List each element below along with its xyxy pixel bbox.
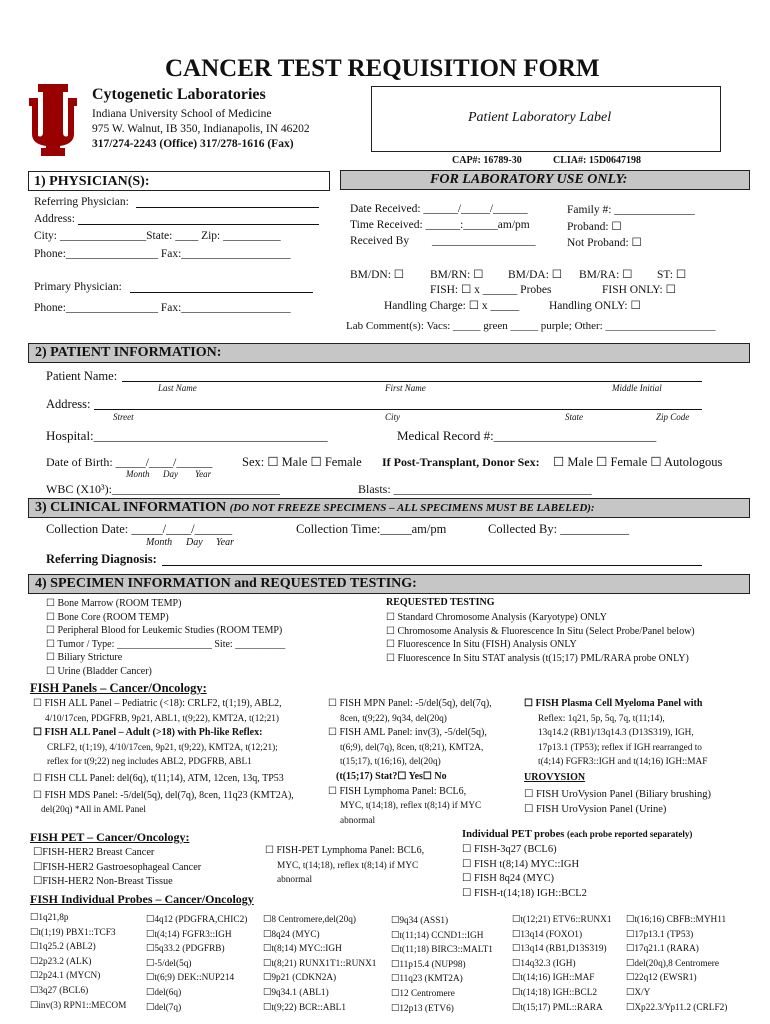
collection-date-field[interactable]: Collection Date: _____/____/______ bbox=[46, 522, 233, 536]
sex-checkboxes[interactable]: Sex: ☐ Male ☐ Female bbox=[242, 455, 362, 469]
specimen-bone-core[interactable]: ☐ Bone Core (ROOM TEMP) bbox=[46, 611, 169, 623]
lab-phone: 317/274-2243 (Office) 317/278-1616 (Fax) bbox=[92, 138, 294, 150]
medical-record-field[interactable]: Medical Record #:_________________________ bbox=[397, 428, 657, 443]
probe-item[interactable]: ☐8q24 (MYC) bbox=[263, 929, 320, 940]
fish-all-pediatric[interactable]: ☐ FISH ALL Panel – Pediatric (<18): CRLF2, t(1;19), ABL2, bbox=[33, 698, 282, 709]
patient-info-heading: 2) PATIENT INFORMATION: bbox=[28, 343, 750, 363]
donor-sex-label: If Post-Transplant, Donor Sex: bbox=[382, 455, 540, 469]
street-caption: Street bbox=[113, 412, 134, 422]
probe-item[interactable]: ☐22q12 (EWSR1) bbox=[626, 973, 697, 984]
bmrn-checkbox[interactable]: BM/RN: ☐ bbox=[430, 269, 484, 281]
fish-panels-col2: ☐ FISH MPN Panel: -5/del(5q), del(7q), 8cen, t(9;22), 9q34, del(20q) ☐ FISH AML Panel: inv(3), -5/del(5q), t(6;9), del(7q), 8cen, t(8;21), KMT2A, t(15;17), t(16;16), del(20q) (t(15;17) Stat?☐ Yes☐ No ☐ FISH Lymphoma Panel: BCL6, MYC, t(14;18), reflex t(8;14) if MYC abnormal bbox=[328, 698, 492, 826]
pet-3q27[interactable]: ☐ FISH-3q27 (BCL6) bbox=[462, 844, 557, 855]
physician-phone-line[interactable]: Phone:________________ Fax:___________________ bbox=[34, 248, 291, 260]
blasts-field[interactable]: Blasts: _________________________________ bbox=[358, 482, 592, 496]
probe-item[interactable]: ☐5q33.2 (PDGFRB) bbox=[146, 944, 225, 955]
specimen-tumor[interactable]: ☐ Tumor / Type: ___________________ Site: __________ bbox=[46, 638, 286, 650]
probe-item[interactable]: ☐2p23.2 (ALK) bbox=[30, 956, 92, 967]
pet-her2-breast[interactable]: ☐FISH-HER2 Breast Cancer bbox=[33, 847, 155, 858]
fish-panels-col3: ☐ FISH Plasma Cell Myeloma Panel with Reflex: 1q21, 5p, 5q, 7q, t(11;14), 13q14.2 (RB1)/13q14.3 (D13S319), IGH, 17p13.1 (TP53); reflex if IGH rearranged to t(4;14) FGFR3::IGH and t(14;16) IGH::MAF bbox=[524, 698, 708, 768]
probe-item[interactable]: ☐t(11;14) CCND1::IGH bbox=[391, 930, 484, 941]
first-name-caption: First Name bbox=[385, 383, 426, 393]
collection-time-field[interactable]: Collection Time:_____am/pm bbox=[296, 522, 447, 536]
form-title: CANCER TEST REQUISITION FORM bbox=[165, 55, 600, 82]
request-fish-stat[interactable]: ☐ Fluorescence In Situ STAT analysis (t(15;17) PML/RARA probe ONLY) bbox=[386, 652, 689, 664]
specimen-bone-marrow[interactable]: ☐ Bone Marrow (ROOM TEMP) bbox=[46, 598, 182, 609]
clia-number: CLIA#: 15D0647198 bbox=[553, 155, 642, 166]
probe-item[interactable]: ☐Xp22.3/Yp11.2 (CRLF2) bbox=[626, 1002, 728, 1013]
family-number[interactable]: Family #: ______________ bbox=[567, 204, 695, 216]
pet-8q24[interactable]: ☐ FISH 8q24 (MYC) bbox=[462, 873, 554, 885]
handling-only-checkbox[interactable]: Handling ONLY: ☐ bbox=[549, 300, 641, 312]
coll-day-caption: Day bbox=[186, 537, 203, 548]
probe-item[interactable]: ☐-5/del(5q) bbox=[146, 958, 192, 969]
urovysion-urine[interactable]: ☐ FISH UroVysion Panel (Urine) bbox=[524, 804, 667, 815]
coll-year-caption: Year bbox=[216, 537, 234, 548]
handling-charge[interactable]: Handling Charge: ☐ x _____ bbox=[384, 300, 520, 312]
patient-address-label: Address: bbox=[46, 397, 91, 411]
fish-panels-col1: ☐ FISH ALL Panel – Pediatric (<18): CRLF2, t(1;19), ABL2, 4/10/17cen, PDGFRB, 9p21, ABL1, t(9;22), KMT2A, t(12;21) ☐ FISH ALL Panel – Adult (>18) with Ph-like Reflex: CRLF2, t(1;19), 4/10/17cen, 9p21, t(9;22), KMT2A, t(12;21); reflex for t(9;22) neg includes ABL2, PDGFRB, ABL1 ☐ FISH CLL Panel: del(6q), t(11;14), ATM, 12cen, 13q, TP53 ☐ FISH MDS Panel: -5/del(5q), del(7q), 8cen, 11q23 (KMT2A), del(20q) *All in AML Panel bbox=[33, 698, 294, 816]
pet-lymphoma[interactable]: ☐ FISH-PET Lymphoma Panel: BCL6, bbox=[265, 845, 425, 856]
probes-col4 bbox=[391, 914, 493, 1016]
bmra-checkbox[interactable]: BM/RA: ☐ bbox=[579, 269, 633, 281]
fish-plasma-cell[interactable]: ☐ FISH Plasma Cell Myeloma Panel with bbox=[524, 698, 703, 709]
individual-pet-list bbox=[462, 843, 587, 901]
probe-item[interactable]: ☐8 Centromere,del(20q) bbox=[263, 915, 357, 925]
pet-t8-14[interactable]: ☐ FISH t(8;14) MYC::IGH bbox=[462, 858, 580, 870]
fish-probes[interactable]: FISH: ☐ x ______ Probes bbox=[430, 284, 552, 296]
physician-address-label: Address: bbox=[34, 213, 75, 225]
fish-cll[interactable]: ☐ FISH CLL Panel: del(6q), t(11;14), ATM, 12cen, 13q, TP53 bbox=[33, 772, 284, 784]
clinical-info-heading bbox=[28, 498, 750, 518]
patient-label-text: Patient Laboratory Label bbox=[468, 110, 612, 125]
probe-item[interactable]: ☐12 Centromere bbox=[391, 988, 455, 999]
coll-month-caption: Month bbox=[146, 537, 173, 548]
probe-item[interactable]: ☐3q27 (BCL6) bbox=[30, 985, 89, 996]
time-received[interactable]: Time Received: ______:______am/pm bbox=[350, 219, 530, 231]
probe-item[interactable]: ☐t(16;16) CBFB::MYH11 bbox=[626, 915, 727, 925]
lab-comments[interactable]: Lab Comment(s): Vacs: _____ green _____ purple; Other: ____________________ bbox=[346, 320, 716, 332]
probes-col5 bbox=[512, 913, 612, 1015]
cap-number: CAP#: 16789-30 bbox=[452, 155, 522, 166]
probe-item[interactable]: ☐13q14 (FOXO1) bbox=[512, 929, 583, 940]
fish-mds[interactable]: ☐ FISH MDS Panel: -5/del(5q), del(7q), 8cen, 11q23 (KMT2A), bbox=[33, 789, 294, 801]
probe-item[interactable]: ☐2p24.1 (MYCN) bbox=[30, 971, 101, 982]
probe-item[interactable]: ☐del(6q) bbox=[146, 987, 182, 998]
probe-item[interactable]: ☐t(14;16) IGH::MAF bbox=[512, 973, 595, 984]
dob-day-caption: Day bbox=[163, 469, 178, 479]
patient-name-label: Patient Name: bbox=[46, 369, 118, 383]
zip-caption: Zip Code bbox=[656, 412, 690, 422]
request-chromosome-fish[interactable]: ☐ Chromosome Analysis & Fluorescence In Situ (Select Probe/Panel below) bbox=[386, 625, 695, 637]
lab-name: Cytogenetic Laboratories bbox=[92, 86, 266, 103]
individual-pet-heading: Individual PET probes (each probe reported separately) bbox=[462, 829, 693, 840]
probes-col6 bbox=[626, 913, 727, 1015]
urovysion-heading: UROVYSION bbox=[524, 772, 586, 783]
probe-item[interactable]: ☐t(11;18) BIRC3::MALT1 bbox=[391, 945, 493, 956]
probe-item[interactable]: ☐t(15;17) PML::RARA bbox=[512, 1002, 603, 1013]
probe-item[interactable]: ☐12p13 (ETV6) bbox=[391, 1003, 454, 1014]
fish-aml[interactable]: ☐ FISH AML Panel: inv(3), -5/del(5q), bbox=[328, 727, 487, 739]
dob-field[interactable]: Date of Birth: _____/____/______ bbox=[46, 455, 213, 469]
probe-item[interactable]: ☐4q12 (PDGFRA,CHIC2) bbox=[146, 915, 248, 925]
urovysion-biliary[interactable]: ☐ FISH UroVysion Panel (Biliary brushing) bbox=[524, 789, 712, 800]
probes-col1 bbox=[30, 911, 126, 1013]
probe-item[interactable]: ☐17p13.1 (TP53) bbox=[626, 929, 694, 940]
fish-all-adult[interactable]: ☐ FISH ALL Panel – Adult (>18) with Ph-like Reflex: bbox=[33, 727, 263, 739]
probe-item[interactable]: ☐17q21.1 (RARA) bbox=[626, 944, 699, 955]
probe-item[interactable]: ☐1q21,8p bbox=[30, 913, 69, 923]
pet-t14-18[interactable]: ☐ FISH-t(14;18) IGH::BCL2 bbox=[462, 887, 587, 899]
individual-probes-heading: FISH Individual Probes – Cancer/Oncology bbox=[30, 892, 254, 906]
donor-sex-checkboxes[interactable]: ☐ Male ☐ Female ☐ Autologous bbox=[553, 455, 723, 469]
referring-diagnosis-label: Referring Diagnosis: bbox=[46, 552, 157, 566]
urovysion-list bbox=[524, 787, 711, 817]
specimen-heading: 4) SPECIMEN INFORMATION and REQUESTED TESTING: bbox=[28, 574, 750, 594]
probes-col3 bbox=[263, 913, 376, 1015]
clinical-info-title: 3) CLINICAL INFORMATION bbox=[35, 500, 227, 515]
dob-year-caption: Year bbox=[195, 469, 212, 479]
probe-item[interactable]: ☐11q23 (KMT2A) bbox=[391, 974, 463, 985]
probe-item[interactable]: ☐9p21 (CDKN2A) bbox=[263, 973, 337, 984]
fish-aml-stat[interactable]: (t(15;17) Stat?☐ Yes☐ No bbox=[336, 770, 447, 782]
fish-lymphoma[interactable]: ☐ FISH Lymphoma Panel: BCL6, bbox=[328, 785, 467, 797]
specimen-urine[interactable]: ☐ Urine (Bladder Cancer) bbox=[46, 665, 152, 677]
fish-pet-col1 bbox=[33, 846, 201, 890]
primary-physician-label: Primary Physician: bbox=[34, 281, 122, 293]
physician-heading: 1) PHYSICIAN(S): bbox=[34, 174, 150, 189]
probe-item[interactable]: ☐13q14 (RB1,D13S319) bbox=[512, 944, 607, 955]
probe-item[interactable]: ☐t(1;19) PBX1::TCF3 bbox=[30, 927, 116, 938]
probe-item[interactable]: ☐t(4;14) FGFR3::IGH bbox=[146, 929, 232, 940]
wbc-field[interactable]: WBC (X10³):____________________________ bbox=[46, 482, 280, 496]
request-karyotype[interactable]: ☐ Standard Chromosome Analysis (Karyotype) ONLY bbox=[386, 612, 607, 623]
fish-panels-heading: FISH Panels – Cancer/Oncology: bbox=[30, 681, 207, 695]
city-caption: City bbox=[385, 412, 400, 422]
probe-item[interactable]: ☐t(12;21) ETV6::RUNX1 bbox=[512, 915, 612, 925]
specimen-list bbox=[46, 597, 285, 679]
date-received[interactable]: Date Received: ______/_____/______ bbox=[350, 203, 528, 215]
bmda-checkbox[interactable]: BM/DA: ☐ bbox=[508, 269, 563, 281]
probe-item[interactable]: ☐t(14;18) IGH::BCL2 bbox=[512, 987, 598, 998]
requested-list bbox=[386, 611, 695, 665]
state-caption: State bbox=[565, 412, 583, 422]
pet-her2-nonbreast[interactable]: ☐FISH-HER2 Non-Breast Tissue bbox=[33, 876, 173, 888]
fish-pet-col2: ☐ FISH-PET Lymphoma Panel: BCL6, MYC, t(14;18), reflex t(8;14) if MYC abnormal bbox=[265, 845, 425, 886]
requested-testing-heading: REQUESTED TESTING bbox=[386, 597, 495, 608]
specimen-peripheral-blood[interactable]: ☐ Peripheral Blood for Leukemic Studies (ROOM TEMP) bbox=[46, 625, 283, 637]
middle-initial-caption: Middle Initial bbox=[612, 383, 662, 393]
fish-mpn[interactable]: ☐ FISH MPN Panel: -5/del(5q), del(7q), bbox=[328, 698, 492, 709]
physician-city-line[interactable]: City: _______________State: ____ Zip: __________ bbox=[34, 230, 281, 242]
not-proband-checkbox[interactable]: Not Proband: ☐ bbox=[567, 237, 642, 249]
probe-item[interactable]: ☐inv(3) RPN1::MECOM bbox=[30, 1000, 127, 1011]
specimen-biliary[interactable]: ☐ Biliary Stricture bbox=[46, 652, 123, 664]
hospital-field[interactable]: Hospital:____________________________________ bbox=[46, 428, 328, 443]
collected-by-field[interactable]: Collected By: ___________ bbox=[488, 522, 629, 536]
probe-item[interactable]: ☐t(8;21) RUNX1T1::RUNX1 bbox=[263, 958, 377, 969]
st-checkbox[interactable]: ST: ☐ bbox=[657, 269, 687, 281]
last-name-caption: Last Name bbox=[158, 383, 197, 393]
fish-pet-heading: FISH PET – Cancer/Oncology: bbox=[30, 830, 190, 844]
bmdn-checkbox[interactable]: BM/DN: ☐ bbox=[350, 269, 405, 281]
probe-item[interactable]: ☐X/Y bbox=[626, 987, 651, 998]
probe-item[interactable]: ☐t(9;22) BCR::ABL1 bbox=[263, 1002, 346, 1013]
request-fish-only[interactable]: ☐ Fluorescence In Situ (FISH) Analysis ONLY bbox=[386, 639, 577, 651]
probe-item[interactable]: ☐1q25.2 (ABL2) bbox=[30, 942, 96, 953]
probes-col2 bbox=[146, 913, 247, 1015]
probe-item[interactable]: ☐9q34.1 (ABL1) bbox=[263, 987, 329, 998]
probe-item[interactable]: ☐del(7q) bbox=[146, 1002, 182, 1013]
clinical-info-note: (DO NOT FREEZE SPECIMENS – ALL SPECIMENS MUST BE LABELED): bbox=[229, 502, 595, 514]
lab-address: 975 W. Walnut, IB 350, Indianapolis, IN 46202 bbox=[92, 123, 310, 135]
proband-checkbox[interactable]: Proband: ☐ bbox=[567, 221, 622, 233]
received-by-line[interactable]: __________________ bbox=[432, 235, 536, 247]
iu-trident-logo bbox=[22, 84, 84, 156]
probe-item[interactable]: ☐t(8;14) MYC::IGH bbox=[263, 944, 342, 955]
probe-item[interactable]: ☐t(6;9) DEK::NUP214 bbox=[146, 973, 235, 984]
fish-only-checkbox[interactable]: FISH ONLY: ☐ bbox=[602, 284, 676, 296]
lab-school: Indiana University School of Medicine bbox=[92, 108, 272, 120]
probe-item[interactable]: ☐14q32.3 (IGH) bbox=[512, 958, 576, 969]
dob-month-caption: Month bbox=[126, 469, 150, 479]
probe-item[interactable]: ☐del(20q),8 Centromere bbox=[626, 958, 720, 969]
received-by: Received By bbox=[350, 235, 410, 247]
pet-her2-gastro[interactable]: ☐FISH-HER2 Gastroesophageal Cancer bbox=[33, 861, 202, 873]
referring-physician-label: Referring Physician: bbox=[34, 196, 129, 208]
lab-use-heading: FOR LABORATORY USE ONLY: bbox=[430, 172, 628, 187]
probe-item[interactable]: ☐9q34 (ASS1) bbox=[391, 916, 449, 926]
primary-phone-line[interactable]: Phone:________________ Fax:___________________ bbox=[34, 302, 291, 314]
probe-item[interactable]: ☐11p15.4 (NUP98) bbox=[391, 959, 466, 970]
